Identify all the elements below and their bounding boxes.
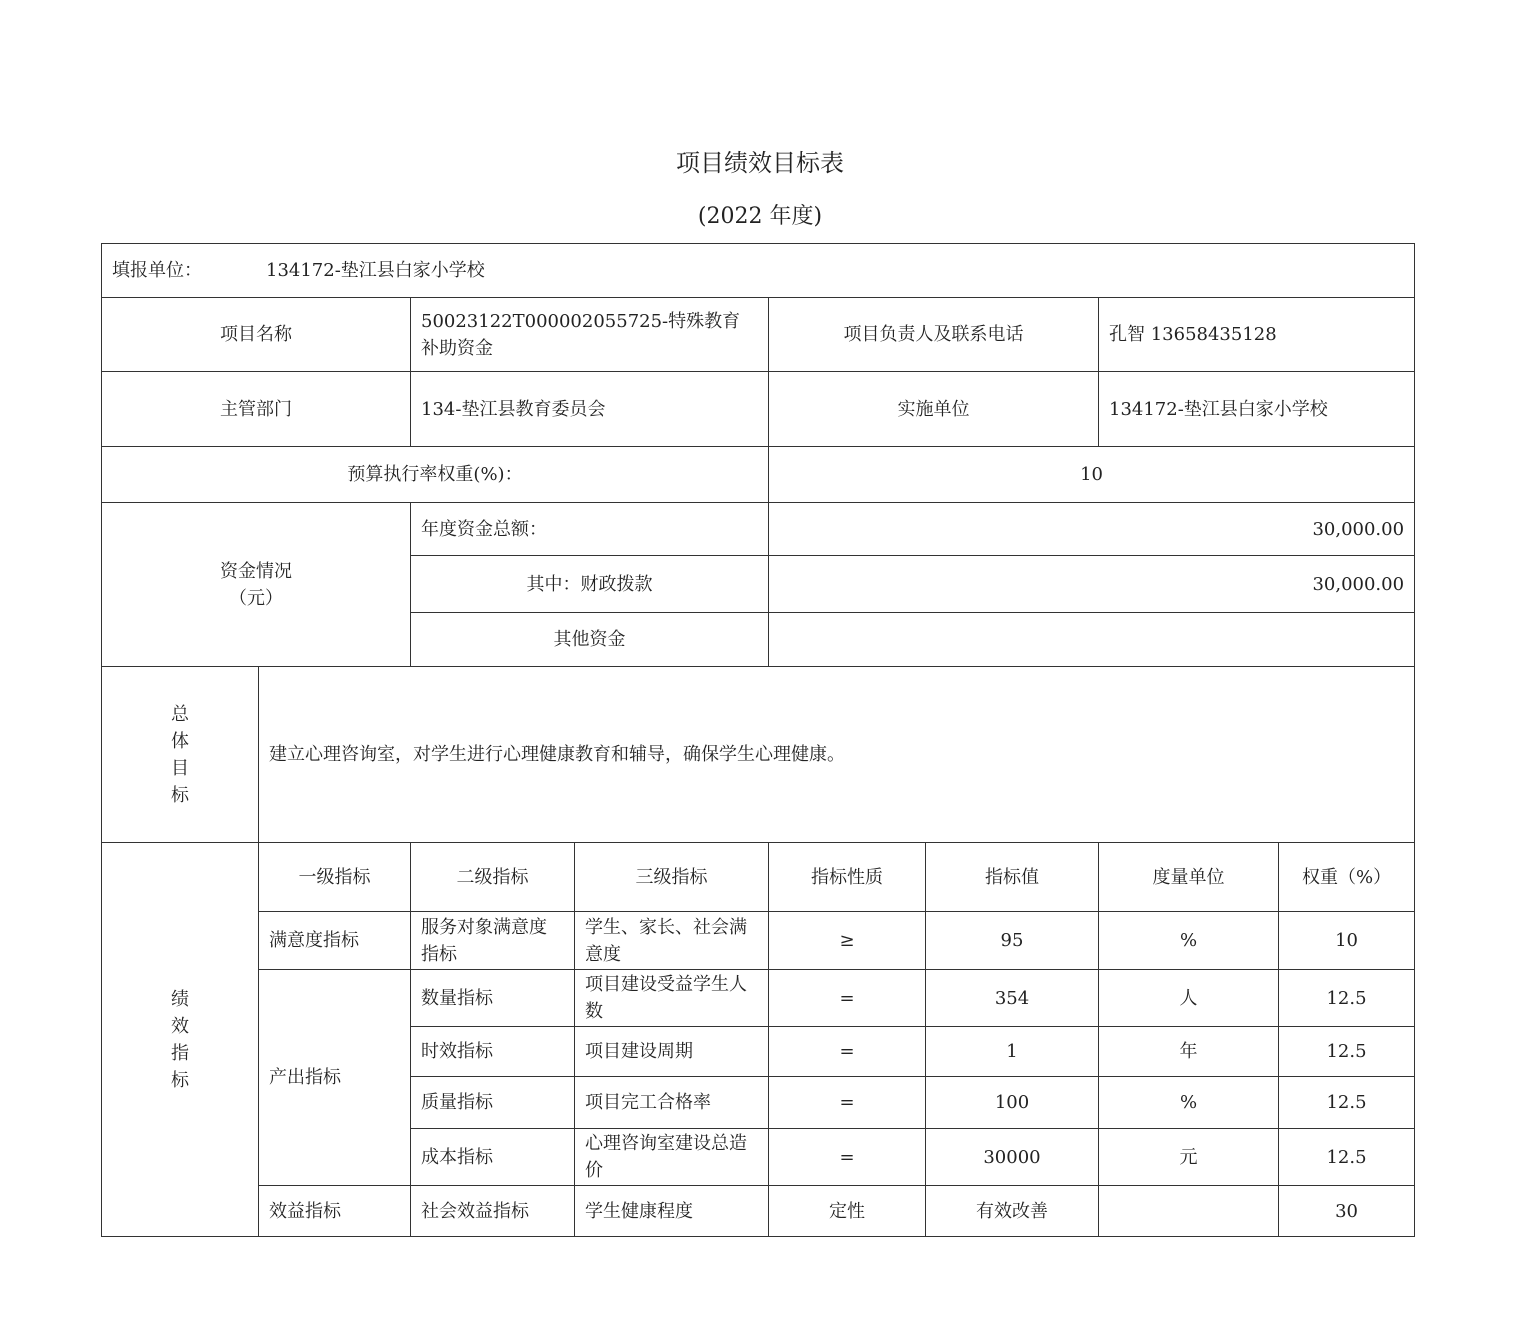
contact-value: 孔智 13658435128 <box>1099 298 1415 372</box>
impl-label: 实施单位 <box>769 372 1099 447</box>
indicator-l2: 成本指标 <box>411 1129 575 1186</box>
indicator-nature: ≥ <box>769 912 926 970</box>
table-row <box>102 1186 1415 1237</box>
dept-value: 134-垫江县教育委员会 <box>411 372 769 447</box>
indicator-l2: 时效指标 <box>411 1027 575 1077</box>
funds-fiscal-label: 其中：财政拨款 <box>411 556 769 613</box>
indicator-l1: 满意度指标 <box>259 912 411 970</box>
header-l2: 二级指标 <box>411 843 575 912</box>
indicator-l1: 效益指标 <box>259 1186 411 1237</box>
budget-rate-label: 预算执行率权重(%)： <box>102 447 769 503</box>
funds-label: 资金情况 （元） <box>102 503 411 667</box>
project-row <box>102 298 1415 372</box>
indicator-value: 1 <box>926 1027 1099 1077</box>
indicator-weight: 30 <box>1279 1186 1415 1237</box>
indicator-l1: 产出指标 <box>259 970 411 1186</box>
indicator-value: 有效改善 <box>926 1186 1099 1237</box>
goal-text: 建立心理咨询室，对学生进行心理健康教育和辅导，确保学生心理健康。 <box>259 667 1415 843</box>
project-name-value: 50023122T000002055725-特殊教育补助资金 <box>411 298 769 372</box>
funds-total-row <box>102 503 1415 556</box>
indicator-nature: = <box>769 1077 926 1129</box>
funds-total-label: 年度资金总额： <box>411 503 769 556</box>
indicator-nature: = <box>769 1027 926 1077</box>
indicator-l2: 数量指标 <box>411 970 575 1027</box>
contact-label: 项目负责人及联系电话 <box>769 298 1099 372</box>
header-value: 指标值 <box>926 843 1099 912</box>
funds-total-value: 30,000.00 <box>769 503 1415 556</box>
indicator-l3: 项目建设受益学生人数 <box>575 970 769 1027</box>
budget-rate-row <box>102 447 1415 503</box>
page-title: 项目绩效目标表 <box>676 149 844 177</box>
indicator-weight: 10 <box>1279 912 1415 970</box>
indicator-weight: 12.5 <box>1279 1027 1415 1077</box>
indicator-value: 100 <box>926 1077 1099 1129</box>
funds-other-label: 其他资金 <box>411 613 769 667</box>
indicator-header-row <box>102 843 1415 912</box>
table-row <box>102 912 1415 970</box>
indicator-unit: 年 <box>1099 1027 1279 1077</box>
budget-rate-value: 10 <box>769 447 1415 503</box>
indicator-value: 30000 <box>926 1129 1099 1186</box>
indicator-label: 绩 效 指 标 <box>102 843 259 1237</box>
indicator-l3: 学生、家长、社会满意度 <box>575 912 769 970</box>
funds-other-value <box>769 613 1415 667</box>
indicator-weight: 12.5 <box>1279 970 1415 1027</box>
indicator-nature: = <box>769 970 926 1027</box>
dept-label: 主管部门 <box>102 372 411 447</box>
header-weight: 权重（%） <box>1279 843 1415 912</box>
indicator-value: 354 <box>926 970 1099 1027</box>
indicator-unit: % <box>1099 912 1279 970</box>
dept-row <box>102 372 1415 447</box>
goal-label: 总 体 目 标 <box>102 667 259 843</box>
header-l1: 一级指标 <box>259 843 411 912</box>
unit-value: 134172-垫江县白家小学校 <box>266 260 485 281</box>
indicator-unit: 元 <box>1099 1129 1279 1186</box>
goal-row <box>102 667 1415 843</box>
indicator-l2: 质量指标 <box>411 1077 575 1129</box>
impl-value: 134172-垫江县白家小学校 <box>1099 372 1415 447</box>
indicator-l3: 项目建设周期 <box>575 1027 769 1077</box>
indicator-l2: 服务对象满意度指标 <box>411 912 575 970</box>
performance-table <box>101 243 1415 1237</box>
funds-fiscal-value: 30,000.00 <box>769 556 1415 613</box>
table-row <box>102 970 1415 1027</box>
indicator-l3: 心理咨询室建设总造价 <box>575 1129 769 1186</box>
unit-row <box>102 244 1415 298</box>
header-l3: 三级指标 <box>575 843 769 912</box>
indicator-weight: 12.5 <box>1279 1077 1415 1129</box>
indicator-l3: 学生健康程度 <box>575 1186 769 1237</box>
header-unit: 度量单位 <box>1099 843 1279 912</box>
indicator-unit: 人 <box>1099 970 1279 1027</box>
indicator-unit <box>1099 1186 1279 1237</box>
indicator-unit: % <box>1099 1077 1279 1129</box>
unit-label: 填报单位： <box>112 260 202 281</box>
header-nature: 指标性质 <box>769 843 926 912</box>
indicator-l3: 项目完工合格率 <box>575 1077 769 1129</box>
indicator-nature: = <box>769 1129 926 1186</box>
project-name-label: 项目名称 <box>102 298 411 372</box>
indicator-nature: 定性 <box>769 1186 926 1237</box>
indicator-l2: 社会效益指标 <box>411 1186 575 1237</box>
page-subtitle: (2022 年度) <box>697 204 823 229</box>
indicator-weight: 12.5 <box>1279 1129 1415 1186</box>
indicator-value: 95 <box>926 912 1099 970</box>
